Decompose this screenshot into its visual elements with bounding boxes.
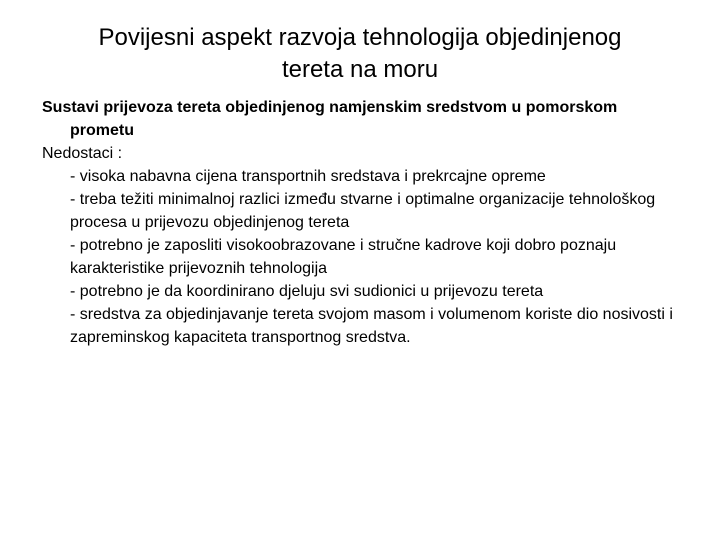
slide-body <box>42 96 682 349</box>
slide-title-line-2: tereta na moru <box>281 56 439 83</box>
slide-title <box>40 22 680 86</box>
list-item: - visoka nabavna cijena transportnih sredstava i prekrcajne opreme <box>70 168 546 185</box>
list-item: - sredstva za objedinjavanje tereta svojom masom i volumenom koriste dio nosivosti i zapreminskog kapaciteta transportnog sredstva. <box>70 306 673 346</box>
slide-title-line-1: Povijesni aspekt razvoja tehnologija objedinjenog <box>98 24 622 51</box>
disadvantages-list <box>42 165 682 349</box>
list-item: - potrebno je zaposliti visokoobrazovane i stručne kadrove koji dobro poznaju karakteristike prijevoznih tehnologija <box>70 237 617 277</box>
list-item: - potrebno je da koordinirano djeluju svi sudionici u prijevozu tereta <box>70 283 544 300</box>
section-heading: Sustavi prijevoza tereta objedinjenog namjenskim sredstvom u pomorskom prometu <box>42 99 618 139</box>
list-item: - treba težiti minimalnoj razlici između stvarne i optimalne organizacije tehnološkog procesa u prijevozu objedinjenog tereta <box>70 191 656 231</box>
disadvantages-label: Nedostaci : <box>42 145 123 162</box>
